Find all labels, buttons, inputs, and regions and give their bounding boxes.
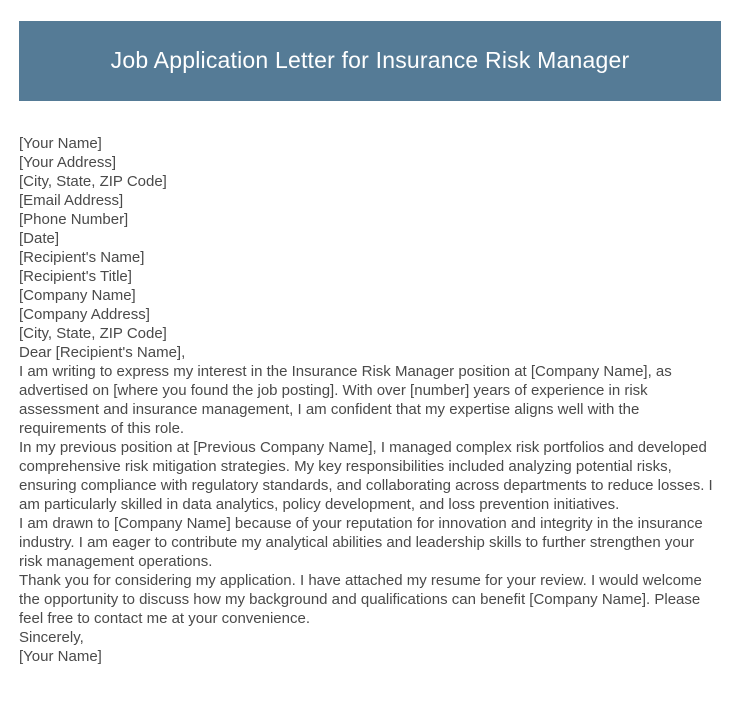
- letter-line: [Company Name]: [19, 287, 136, 304]
- letter-line: I am writing to express my interest in the Insurance Risk Manager position at [Company Name], as advertised on [where you found the job posting]. With over [number] years of experience in risk assessment and insurance management, I am confident that my expertise aligns well with the requirements of this role.: [19, 363, 676, 437]
- letter-line: [Your Name]: [19, 648, 102, 665]
- letter-line: [City, State, ZIP Code]: [19, 173, 167, 190]
- letter-line: Dear [Recipient's Name],: [19, 344, 186, 361]
- letter-line: [Date]: [19, 230, 60, 247]
- letter-line: Thank you for considering my application. I have attached my resume for your review. I would welcome the opportunity to discuss how my background and qualifications can benefit [Company Name]. Please feel free to contact me at your convenience.: [19, 572, 706, 627]
- letter-line: [Recipient's Name]: [19, 249, 145, 266]
- letter-header-banner: [19, 21, 721, 101]
- letter-line: [City, State, ZIP Code]: [19, 325, 167, 342]
- letter-line: [Your Address]: [19, 154, 117, 171]
- letter-line: Sincerely,: [19, 629, 84, 646]
- letter-line: [Your Name]: [19, 135, 102, 152]
- letter-line: [Recipient's Title]: [19, 268, 132, 285]
- letter-line: [Phone Number]: [19, 211, 129, 228]
- letter-line: [Email Address]: [19, 192, 124, 209]
- letter-line: I am drawn to [Company Name] because of your reputation for innovation and integrity in the insurance industry. I am eager to contribute my analytical abilities and leadership skills to further strengthen your risk management operations.: [19, 515, 707, 570]
- letter-line: In my previous position at [Previous Company Name], I managed complex risk portfolios and developed comprehensive risk mitigation strategies. My key responsibilities included analyzing potential risks, ensuring compliance with regulatory standards, and collaborating across departments to reduce losses. I am particularly skilled in data analytics, policy development, and loss prevention initiatives.: [19, 439, 717, 513]
- letter-body: [19, 134, 719, 666]
- page-title: Job Application Letter for Insurance Risk Manager: [110, 47, 630, 74]
- letter-line: [Company Address]: [19, 306, 150, 323]
